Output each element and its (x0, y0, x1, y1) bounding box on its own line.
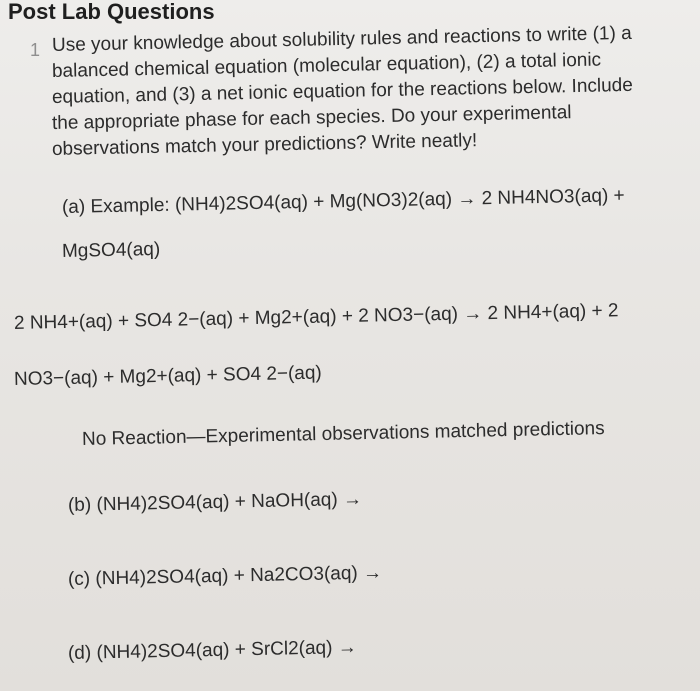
part-label: (d) (67, 642, 92, 664)
instruction-line: balanced chemical equation (molecular equation), (2) a total ionic (51, 49, 602, 82)
part-d (68, 636, 357, 666)
question-number: 1 (30, 40, 41, 60)
part-b (68, 488, 363, 518)
part-equation: (NH4)2SO4(aq) + NaOH(aq) → (96, 488, 363, 516)
example-equation-line2: MgSO4(aq) (61, 238, 161, 262)
instruction-line: equation, and (3) a net ionic equation for the reactions below. Include (51, 74, 634, 108)
example-ionic-line1: 2 NH4+(aq) + SO4 2−(aq) + Mg2+(aq) + 2 NO3−(aq) → 2 NH4+(aq) + 2 (13, 300, 619, 334)
example-molecular-equation: (NH4)2SO4(aq) + Mg(NO3)2(aq) → 2 NH4NO3(aq) + (174, 185, 625, 216)
part-equation: (NH4)2SO4(aq) + SrCl2(aq) → (96, 636, 357, 664)
instruction-line: observations match your predictions? Write neatly! (51, 130, 478, 160)
part-c (68, 561, 383, 592)
example-label: (a) Example: (61, 194, 170, 218)
part-label: (b) (67, 494, 92, 516)
example-equation-line1 (62, 184, 625, 220)
part-equation: (NH4)2SO4(aq) + Na2CO3(aq) → (95, 562, 383, 590)
instruction-line: the appropriate phase for each species. Do your experimental (51, 102, 572, 134)
example-result: No Reaction—Experimental observations matched predictions (81, 418, 605, 450)
part-label: (c) (67, 568, 91, 590)
page-title: Post Lab Questions (8, 0, 215, 24)
instruction-line: Use your knowledge about solubility rules and reactions to write (1) a (51, 22, 632, 56)
example-ionic-line2: NO3−(aq) + Mg2+(aq) + SO4 2−(aq) (13, 362, 323, 390)
